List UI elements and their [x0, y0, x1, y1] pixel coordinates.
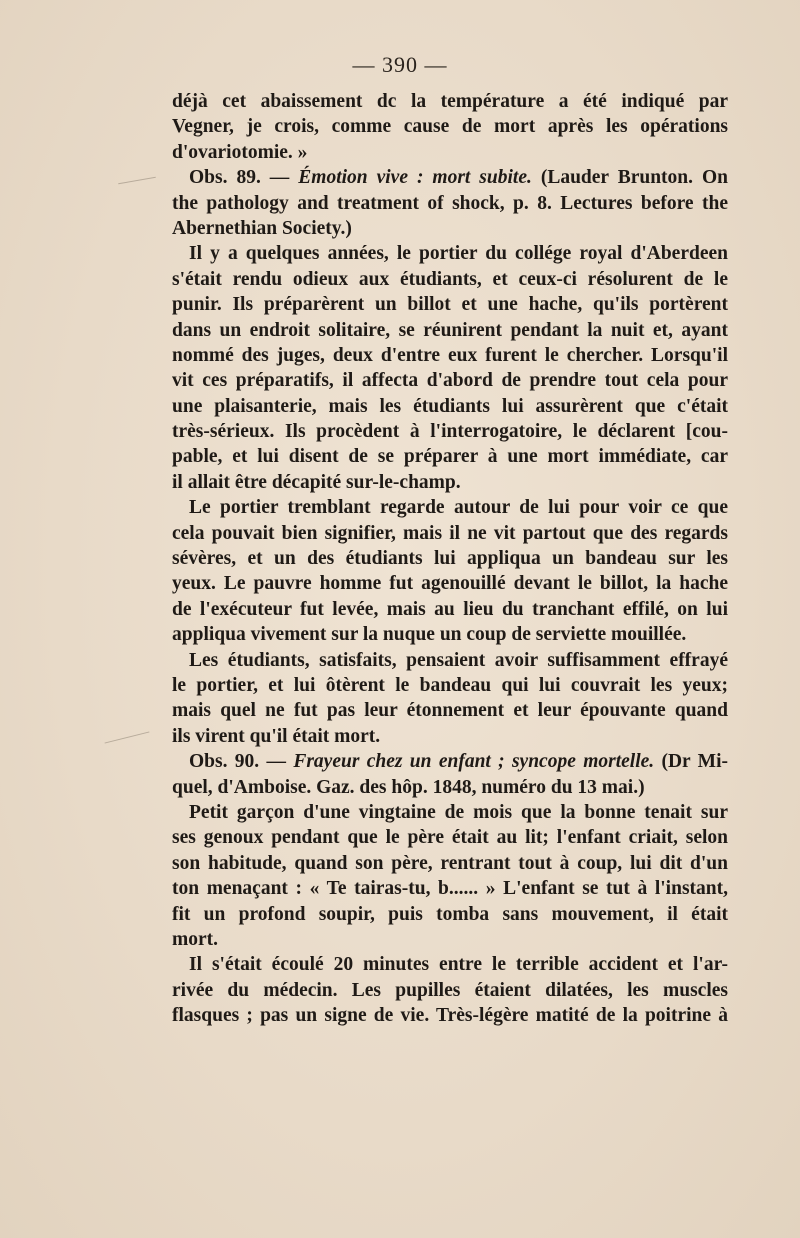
text-line: flasques ; pas un signe de vie. Très-légère matité de la poitrine à	[172, 1005, 728, 1027]
text-line: s'était rendu odieux aux étudiants, et ceux-ci résolurent de le	[172, 268, 728, 290]
text-line: son habitude, quand son père, rentrant tout à coup, lui dit d'un	[172, 852, 728, 874]
text-line: pable, et lui disent de se préparer à une mort immédiate, car	[172, 446, 728, 468]
text-line: ses genoux pendant que le père était au lit; l'enfant criait, selon	[172, 827, 728, 849]
margin-pencil-mark	[105, 731, 150, 743]
text-line: nommé des juges, deux d'entre eux furent le chercher. Lorsqu'il	[172, 344, 728, 366]
text-line: Il s'était écoulé 20 minutes entre le terrible accident et l'ar-	[189, 954, 728, 976]
text-line: mort.	[172, 928, 219, 950]
text-line: Abernethian Society.)	[172, 217, 352, 239]
body-text	[172, 89, 728, 1028]
obs-source: (Lauder Brunton. On	[531, 167, 728, 189]
text-line: ils virent qu'il était mort.	[172, 725, 381, 747]
text-line: très-sérieux. Ils procèdent à l'interrogatoire, le déclarent [cou-	[172, 421, 728, 443]
text-line: cela pouvait bien signifier, mais il ne vit partout que des regards	[172, 522, 728, 544]
obs-title: Émotion vive : mort subite.	[298, 167, 532, 189]
text-line: appliqua vivement sur la nuque un coup de serviette mouillée.	[172, 624, 687, 646]
obs-label: Obs. 89. —	[189, 167, 299, 189]
text-line: dans un endroit solitaire, se réunirent pendant la nuit et, ayant	[172, 319, 728, 341]
text-line: déjà cet abaissement dc la température a été indiqué par	[172, 91, 728, 112]
text-line: Vegner, je crois, comme cause de mort après les opérations	[172, 116, 728, 138]
text-line: Il y a quelques années, le portier du collége royal d'Aberdeen	[189, 243, 728, 265]
page-number: — 390 —	[352, 52, 448, 77]
text-line: le portier, et lui ôtèrent le bandeau qui lui couvrait les yeux;	[172, 674, 728, 696]
text-line: vit ces préparatifs, il affecta d'abord de prendre tout cela pour	[172, 370, 728, 392]
text-line: de l'exécuteur fut levée, mais au lieu du tranchant effilé, on lui	[172, 598, 728, 620]
margin-pencil-mark	[118, 177, 156, 185]
obs-source: (Dr Mi-	[654, 751, 728, 773]
text-line: il allait être décapité sur-le-champ.	[172, 471, 461, 493]
text-line: une plaisanterie, mais les étudiants lui assurèrent que c'était	[172, 395, 728, 417]
text-line: the pathology and treatment of shock, p. 8. Lectures before the	[172, 192, 728, 214]
observation-heading-89	[172, 165, 728, 190]
text-line: Les étudiants, satisfaits, pensaient avoir suffisamment effrayé	[189, 649, 728, 671]
text-line: quel, d'Amboise. Gaz. des hôp. 1848, numéro du 13 mai.)	[172, 776, 645, 798]
text-line: fit un profond soupir, puis tomba sans mouvement, il était	[172, 903, 728, 925]
text-line: sévères, et un des étudiants lui appliqua un bandeau sur les	[172, 548, 728, 570]
text-line: punir. Ils préparèrent un billot et une hache, qu'ils portèrent	[172, 294, 728, 316]
text-line: mais quel ne fut pas leur étonnement et leur épouvante quand	[172, 700, 728, 722]
text-line: Petit garçon d'une vingtaine de mois que la bonne tenait sur	[189, 801, 728, 823]
text-line: ton menaçant : « Te tairas-tu, b...... » L'enfant se tut à l'instant,	[172, 878, 728, 900]
obs-title: Frayeur chez un enfant ; syncope mortelle.	[293, 751, 655, 773]
text-line: d'ovariotomie. »	[172, 141, 308, 163]
text-line: yeux. Le pauvre homme fut agenouillé devant le billot, la hache	[172, 573, 728, 595]
text-line: rivée du médecin. Les pupilles étaient dilatées, les muscles	[172, 979, 728, 1001]
text-line: Le portier tremblant regarde autour de lui pour voir ce que	[189, 497, 728, 519]
obs-label: Obs. 90. —	[189, 751, 294, 773]
observation-heading-90	[172, 749, 728, 774]
